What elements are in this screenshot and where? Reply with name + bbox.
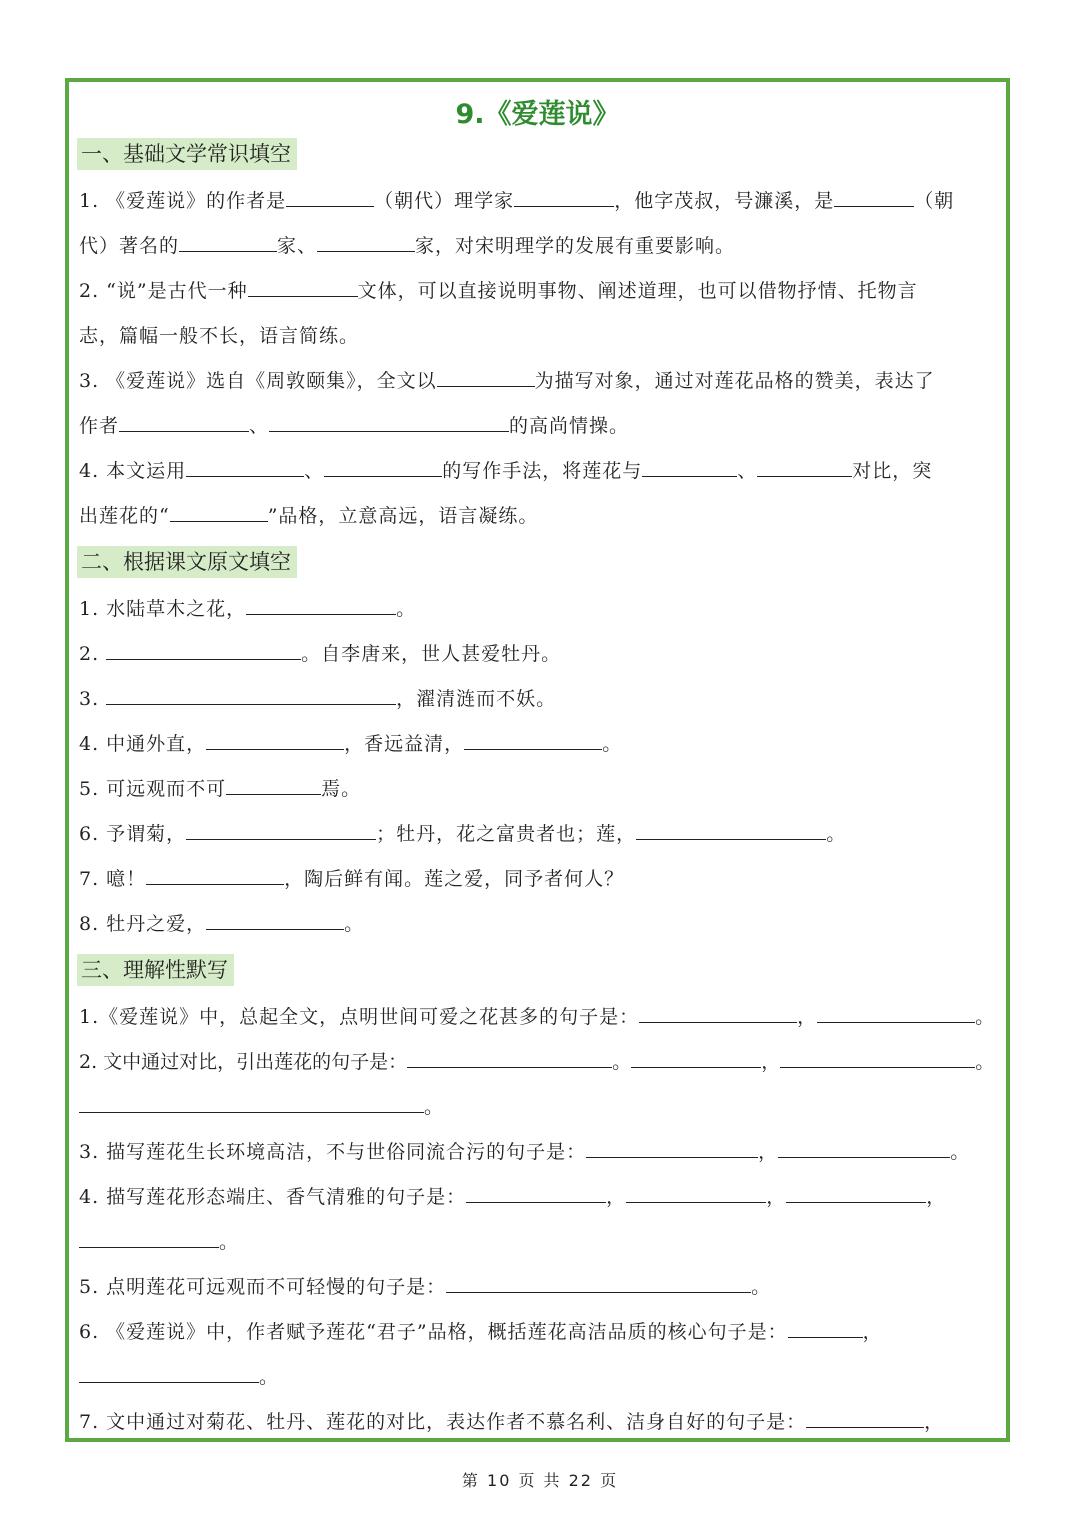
question-line: 。: [79, 1227, 239, 1254]
question-line: 出莲花的“ ”品格，立意高远，语言凝练。: [79, 501, 538, 528]
page-title: 9.《爱莲说》: [455, 99, 620, 130]
question-line: 。: [79, 1092, 444, 1119]
question-line: 代）著名的 家、 家，对宋明理学的发展有重要影响。: [79, 231, 735, 258]
question-line: 8. 牡丹之爱， 。: [79, 909, 364, 936]
question-line: 1.《爱莲说》中，总起全文，点明世间可爱之花甚多的句子是： ， 。: [79, 1002, 995, 1029]
question-line: 1. 《爱莲说》的作者是 （朝代）理学家 ，他字茂叔，号濂溪，是 （朝: [79, 186, 954, 213]
question-line: 7. 噫！ ，陶后鲜有闻。莲之爱，同予者何人？: [79, 864, 624, 891]
question-line: 志，篇幅一般不长，语言简练。: [79, 325, 360, 347]
question-line: 2. 文中通过对比，引出莲花的句子是： 。 ， 。: [79, 1047, 994, 1074]
page-number: 第 10 页 共 22 页: [461, 1471, 619, 1490]
question-line: 7. 文中通过对菊花、牡丹、莲花的对比，表达作者不慕名利、洁身自好的句子是： ，: [79, 1407, 944, 1434]
question-line: 1. 水陆草木之花， 。: [79, 594, 416, 621]
question-line: 5. 可远观而不可 焉。: [79, 774, 361, 801]
question-line: 6. 《爱莲说》中，作者赋予莲花“君子”品格，概括莲花高洁品质的核心句子是： ，: [79, 1317, 883, 1344]
question-line: 。: [79, 1362, 279, 1389]
question-line: 4. 描写莲花形态端庄、香气清雅的句子是： ， ， ，: [79, 1182, 946, 1209]
question-line: 3. 描写莲花生长环境高洁，不与世俗同流合污的句子是： ， 。: [79, 1137, 970, 1164]
worksheet-frame: [65, 78, 1010, 1442]
question-line: 2. 。自李唐来，世人甚爱牡丹。: [79, 639, 561, 666]
question-line: 6. 予谓菊， ；牡丹，花之富贵者也；莲， 。: [79, 819, 846, 846]
question-line: 3. 《爱莲说》选自《周敦颐集》，全文以 为描写对象，通过对莲花品格的赞美，表达了: [79, 366, 935, 393]
question-line: 作者 、 的高尚情操。: [79, 411, 629, 438]
section-heading-3: 三、理解性默写: [77, 954, 234, 986]
section-heading-1: 一、基础文学常识填空: [77, 138, 297, 170]
question-line: 4. 中通外直， ，香远益清， 。: [79, 729, 622, 756]
question-line: 2. “说”是古代一种 文体，可以直接说明事物、阐述道理，也可以借物抒情、托物言: [79, 276, 918, 303]
question-line: 4. 本文运用 、 的写作手法，将莲花与 、 对比，突: [79, 456, 932, 483]
question-line: 5. 点明莲花可远观而不可轻慢的句子是： 。: [79, 1272, 771, 1299]
question-line: 3. ，濯清涟而不妖。: [79, 684, 556, 711]
section-heading-2: 二、根据课文原文填空: [77, 546, 297, 578]
